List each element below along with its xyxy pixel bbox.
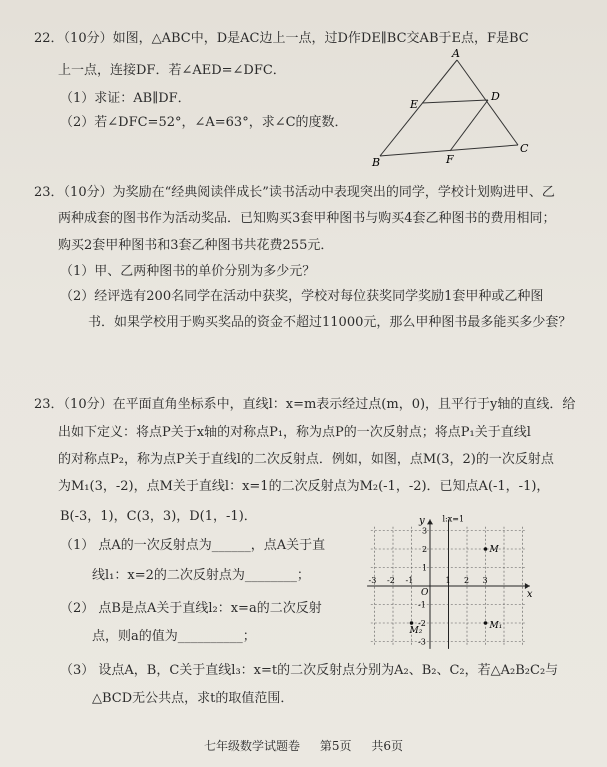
q23a-part1: （1）甲、乙两种图书的单价分别为多少元？ bbox=[60, 264, 316, 279]
label-d: D bbox=[491, 90, 500, 103]
segment-ab bbox=[380, 60, 457, 156]
q23b-part2a: （2） 点B是点A关于直线l₂：x=a的二次反射 bbox=[60, 601, 322, 616]
label-c: C bbox=[520, 142, 529, 155]
q22-line2: 上一点，连接DF．若∠AED=∠DFC． bbox=[58, 63, 286, 78]
y-tick-label: -2 bbox=[418, 619, 426, 628]
point-m-point bbox=[484, 547, 488, 551]
x-tick-label: -1 bbox=[405, 576, 414, 585]
segment-de bbox=[422, 100, 488, 103]
y-tick-label: 1 bbox=[422, 563, 428, 573]
label-a: A bbox=[452, 47, 460, 60]
y-axis-arrow bbox=[427, 519, 433, 524]
point-m1-label: M₁ bbox=[489, 621, 503, 631]
q23b-part1b: 线l₁：x=2的二次反射点为________； bbox=[92, 568, 310, 583]
q23b-line3: 的对称点P₂，称为点P关于直线l的二次反射点．例如，如图，点M(3，2)的一次反射点 bbox=[58, 452, 554, 467]
q23a-line3: 购买2套甲种图书和3套乙种图书共花费255元． bbox=[58, 238, 334, 253]
q23b-part3b: △BCD无公共点，求t的取值范围． bbox=[92, 691, 294, 706]
origin-label: O bbox=[421, 588, 429, 598]
y-tick-label: -1 bbox=[418, 600, 426, 610]
q22-part1: （1）求证：AB∥DF． bbox=[60, 91, 191, 106]
x-tick-label: 2 bbox=[464, 576, 470, 585]
point-m-label: M bbox=[489, 545, 499, 555]
q23b-line4: 为M₁(3，-2)，点M关于直线l：x=1的二次反射点为M₂(-1，-2)．已知点A(-1，-1)， bbox=[58, 479, 550, 494]
q22-part2: （2）若∠DFC=52°，∠A=63°，求∠C的度数． bbox=[60, 115, 348, 130]
footer-page: 第5页 bbox=[319, 739, 352, 753]
q23a-part2b: 书．如果学校用于购买奖品的资金不超过11000元，那么甲种图书最多能买多少套？ bbox=[88, 315, 572, 330]
triangle-figure bbox=[370, 47, 530, 172]
segment-ac bbox=[457, 60, 518, 145]
point-m1-point bbox=[484, 621, 488, 625]
coordinate-grid bbox=[368, 514, 542, 647]
y-tick-label: -3 bbox=[418, 637, 426, 647]
q23b-part1a: （1） 点A的一次反射点为______，点A关于直 bbox=[60, 538, 326, 553]
q23b-part2b: 点，则a的值为__________； bbox=[92, 629, 256, 644]
y-tick-label: 3 bbox=[422, 526, 428, 536]
y-tick-label: 2 bbox=[422, 545, 428, 554]
q22-line1: 22．（10分）如图，△ABC中，D是AC边上一点，过D作DE∥BC交AB于E点，F是BC bbox=[34, 31, 529, 46]
q23a-line1: 23．（10分）为奖励在“经典阅读伴成长”读书活动中表现突出的同学，学校计划购进甲、乙 bbox=[34, 185, 555, 200]
x-axis-label: x bbox=[526, 589, 533, 600]
x-tick-label: -3 bbox=[368, 576, 377, 585]
q23b-line5: B(-3，1)，C(3，3)，D(1，-1)． bbox=[60, 509, 257, 524]
x-tick-label: 3 bbox=[482, 576, 488, 585]
footer-total: 共6页 bbox=[371, 739, 403, 753]
page-footer bbox=[0, 737, 607, 754]
point-m2-point bbox=[410, 621, 414, 625]
q23a-line2: 两种成套的图书作为活动奖品．已知购买3套甲种图书与购买4套乙种图书的费用相同； bbox=[58, 211, 556, 226]
segment-df bbox=[450, 100, 488, 151]
point-m2-label: M₂ bbox=[409, 626, 423, 636]
line-l-label: l:x=1 bbox=[442, 514, 465, 524]
q23b-line1: 23．（10分）在平面直角坐标系中，直线l：x=m表示经过点(m，0)，且平行于y轴的直线．给 bbox=[34, 397, 576, 412]
footer-title: 七年级数学试题卷 bbox=[204, 739, 301, 753]
y-axis-label: y bbox=[419, 515, 425, 527]
x-tick-label: 1 bbox=[445, 576, 451, 585]
label-f: F bbox=[446, 153, 454, 166]
x-tick-label: -2 bbox=[387, 576, 395, 585]
q23b-line2: 出如下定义：将点P关于x轴的对称点P₁，称为点P的一次反射点；将点P₁关于直线l bbox=[58, 425, 531, 440]
label-b: B bbox=[372, 156, 381, 169]
q23b-part3a: （3） 设点A，B，C关于直线l₃：x=t的二次反射点分别为A₂、B₂、C₂，若△A₂B₂C₂与 bbox=[60, 663, 559, 678]
q23a-part2a: （2）经评选有200名同学在活动中获奖，学校对每位获奖同学奖励1套甲种或乙种图 bbox=[60, 289, 544, 304]
label-e: E bbox=[410, 98, 419, 111]
